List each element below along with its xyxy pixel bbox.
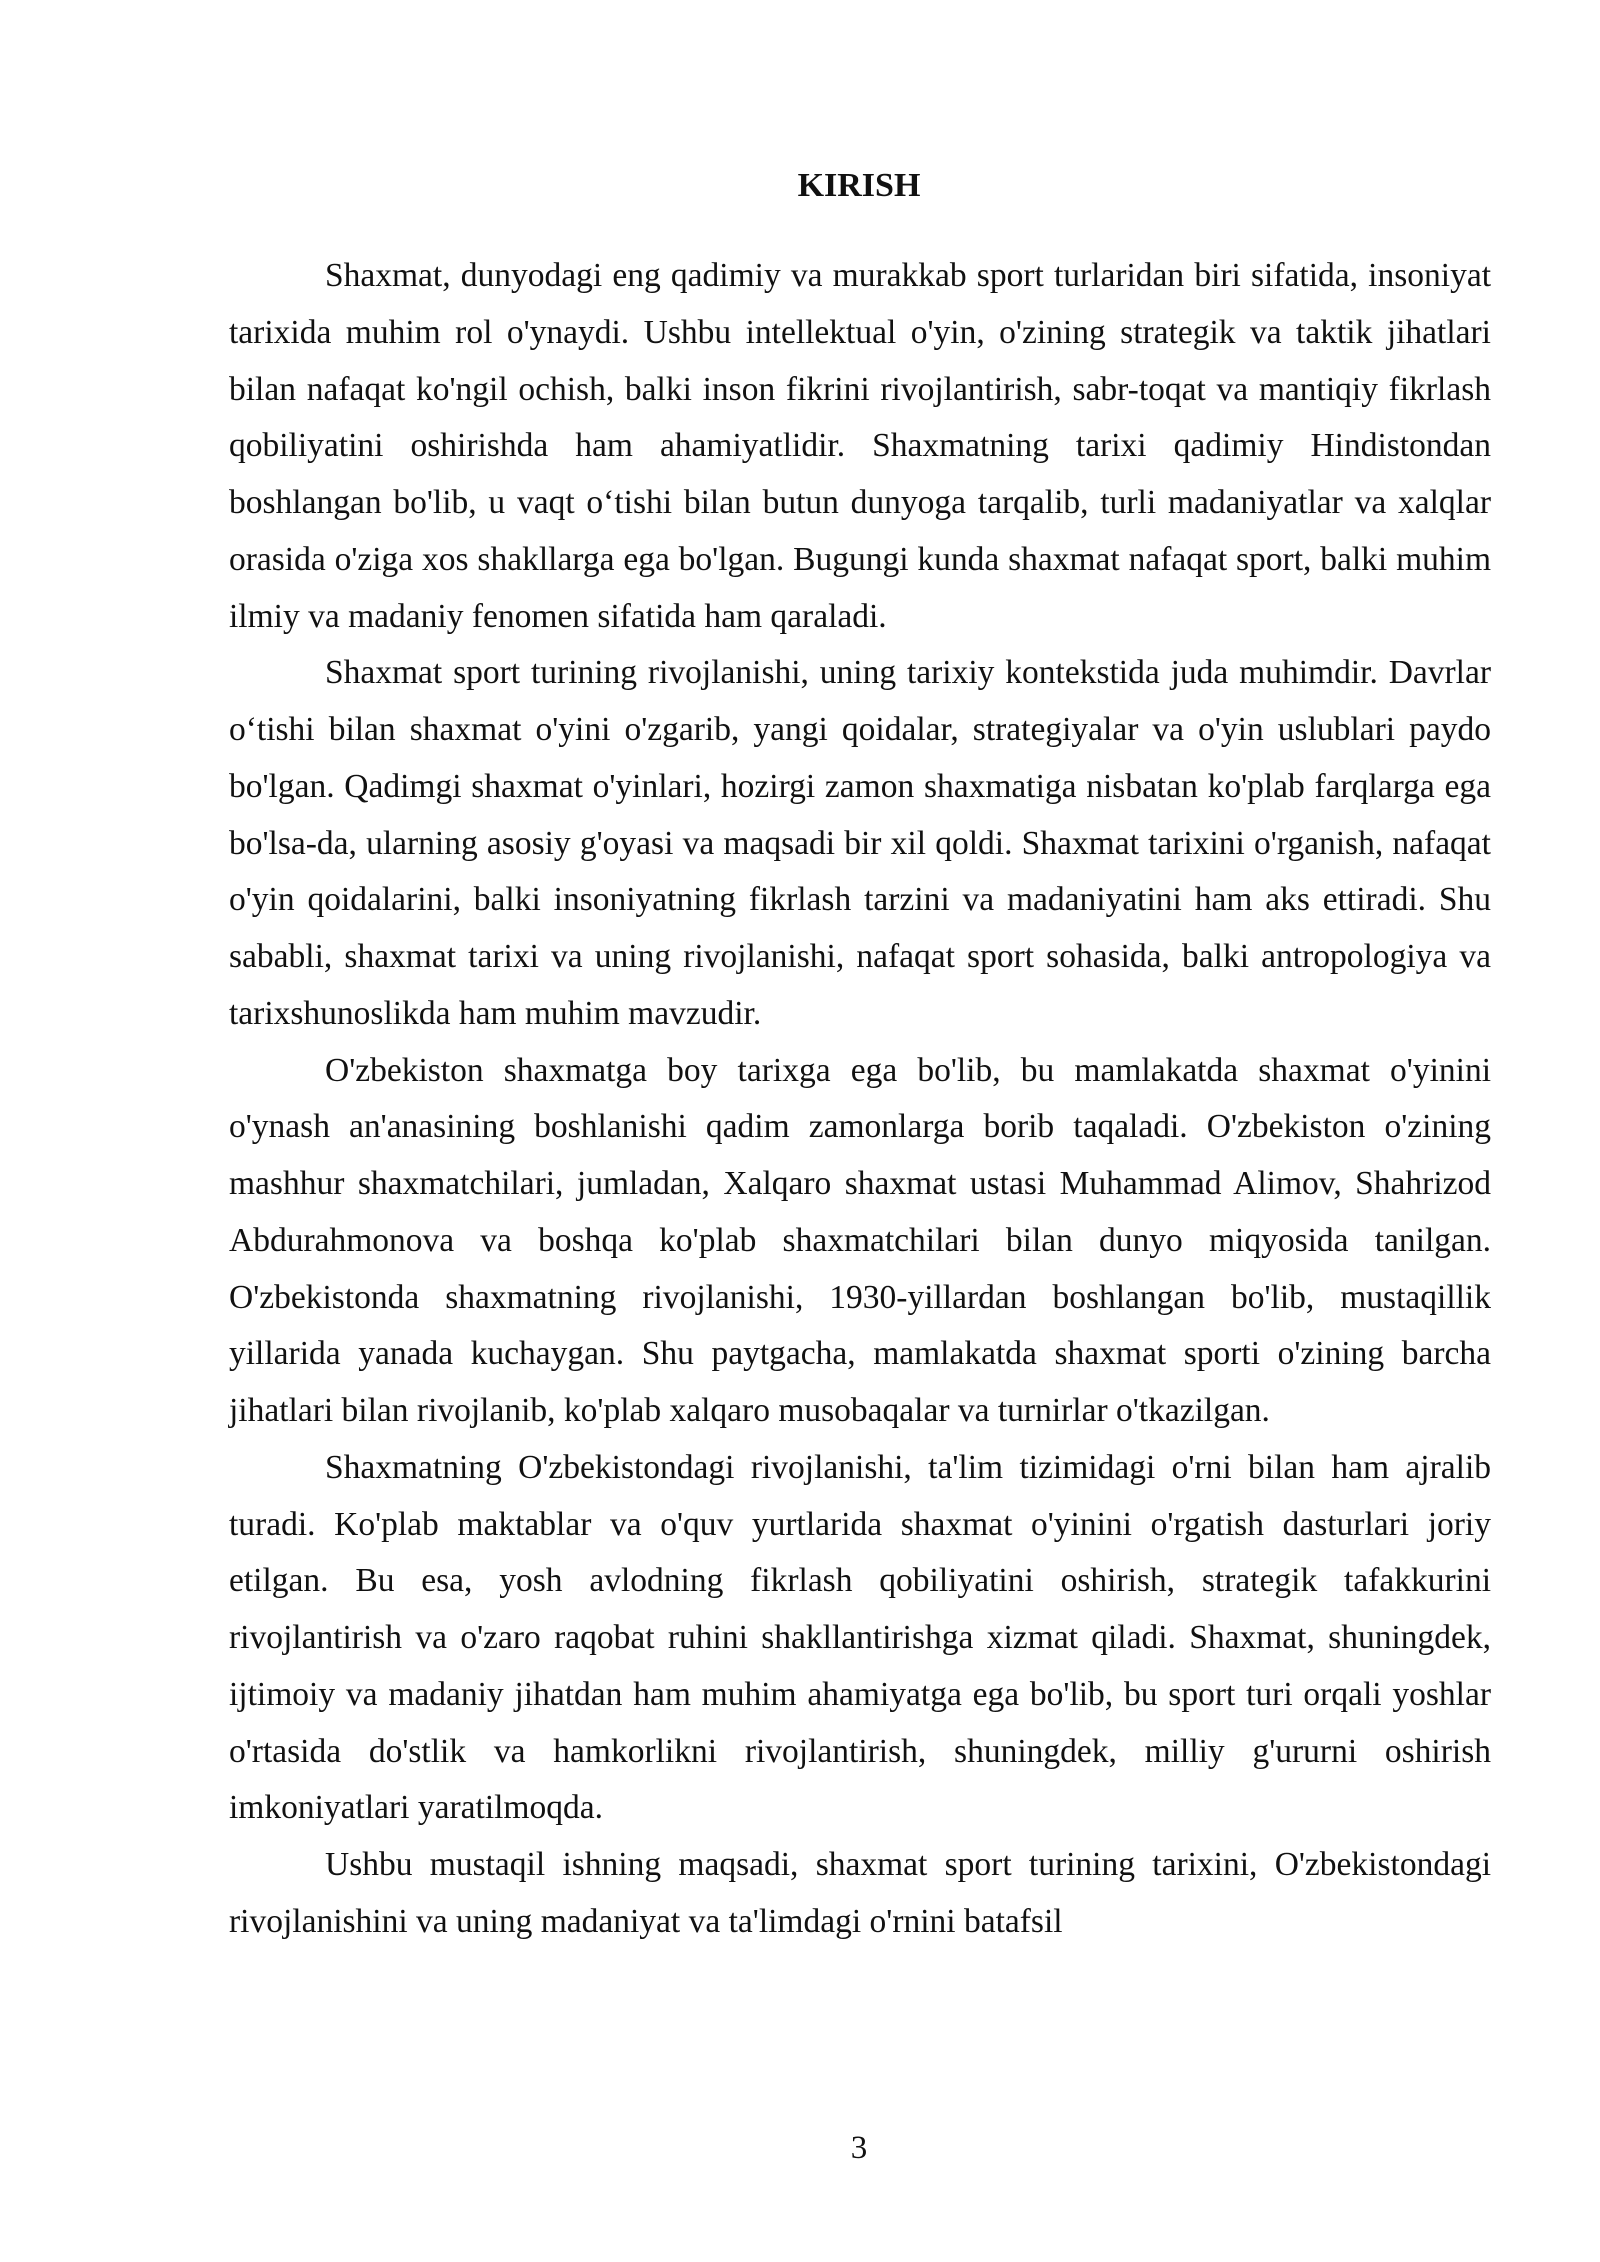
section-heading: KIRISH xyxy=(797,167,921,204)
paragraph-3: O'zbekiston shaxmatga boy tarixga ega bo'lib, bu mamlakatda shaxmat o'yinini o'ynash an'anasining boshlanishi qadim zamonlarga borib taqaladi. O'zbekiston o'zining mashhur shaxmatchilari, jumladan, Xalqaro shaxmat ustasi Muhammad Alimov, Shahrizod Abdurahmonova va boshqa ko'plab shaxmatchilari bilan dunyo miqyosida tanilgan. O'zbekistonda shaxmatning rivojlanishi, 1930-yillardan boshlangan bo'lib, mustaqillik yillarida yanada kuchaygan. Shu paytgacha, mamlakatda shaxmat sporti o'zining barcha jihatlari bilan rivojlanib, ko'plab xalqaro musobaqalar va turnirlar o'tkazilgan. xyxy=(229,1051,1491,1429)
paragraph-4: Shaxmatning O'zbekistondagi rivojlanishi, ta'lim tizimidagi o'rni bilan ham ajralib turadi. Ko'plab maktablar va o'quv yurtlarida shaxmat o'yinini o'rgatish dasturlari joriy etilgan. Bu esa, yosh avlodning fikrlash qobiliyatini oshirish, strategik tafakkurini rivojlantirish va o'zaro raqobat ruhini shakllantirishga xizmat qiladi. Shaxmat, shuningdek, ijtimoiy va madaniy jihatdan ham muhim ahamiyatga ega bo'lib, bu sport turi orqali yoshlar o'rtasida do'stlik va hamkorlikni rivojlantirish, shuningdek, milliy g'ururni oshirish imkoniyatlari yaratilmoqda. xyxy=(229,1448,1491,1827)
paragraph-1: Shaxmat, dunyodagi eng qadimiy va murakkab sport turlaridan biri sifatida, insoniyat tarixida muhim rol o'ynaydi. Ushbu intellektual o'yin, o'zining strategik va taktik jihatlari bilan nafaqat ko'ngil ochish, balki inson fikrini rivojlantirish, sabr-toqat va mantiqiy fikrlash qobiliyatini oshirishda ham ahamiyatlidir. Shaxmatning tarixi qadimiy Hindistondan boshlangan bo'lib, u vaqt o‘tishi bilan butun dunyoga tarqalib, turli madaniyatlar va xalqlar orasida o'ziga xos shakllarga ega bo'lgan. Bugungi kunda shaxmat nafaqat sport, balki muhim ilmiy va madaniy fenomen sifatida ham qaraladi. xyxy=(229,257,1491,635)
body-text xyxy=(229,248,1491,1951)
page-number: 3 xyxy=(850,2130,868,2166)
paragraph-2: Shaxmat sport turining rivojlanishi, uning tarixiy kontekstida juda muhimdir. Davrlar o‘tishi bilan shaxmat o'yini o'zgarib, yangi qoidalar, strategiyalar va o'yin uslublari paydo bo'lgan. Qadimgi shaxmat o'yinlari, hozirgi zamon shaxmatiga nisbatan ko'plab farqlarga ega bo'lsa-da, ularning asosiy g'oyasi va maqsadi bir xil qoldi. Shaxmat tarixini o'rganish, nafaqat o'yin qoidalarini, balki insoniyatning fikrlash tarzini va madaniyatini ham aks ettiradi. Shu sababli, shaxmat tarixi va uning rivojlanishi, nafaqat sport sohasida, balki antropologiya va tarixshunoslikda ham muhim mavzudir. xyxy=(229,654,1491,1032)
paragraph-5: Ushbu mustaqil ishning maqsadi, shaxmat sport turining tarixini, O'zbekistondagi rivojlanishini va uning madaniyat va ta'limdagi o'rnini batafsil xyxy=(229,1846,1491,1940)
